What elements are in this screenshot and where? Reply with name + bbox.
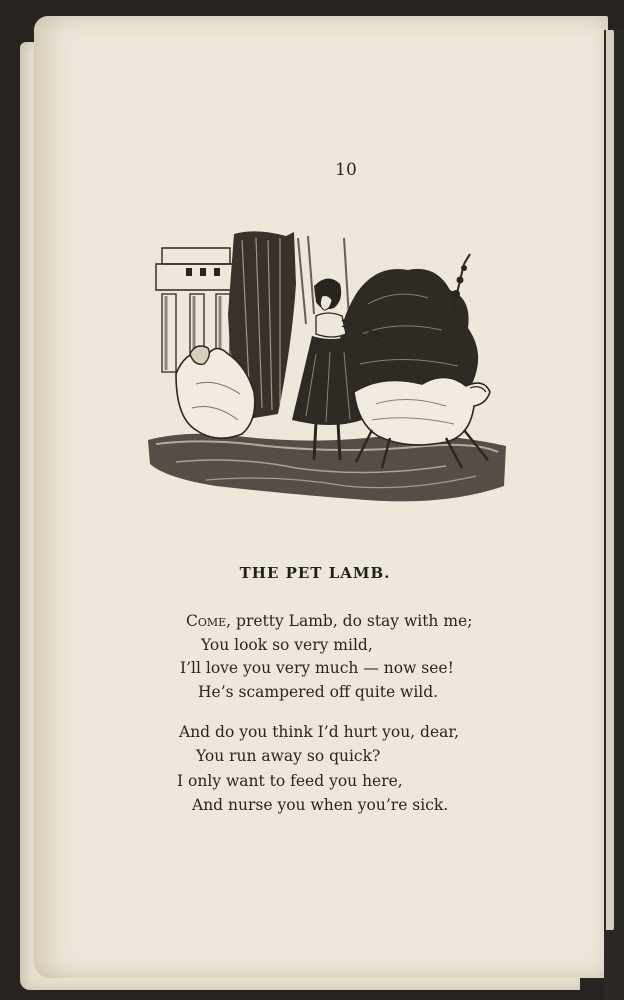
verse-line-1-2: You look so very mild,: [201, 636, 373, 654]
page-number: 10: [335, 160, 357, 180]
verse-line-2-3: I only want to feed you here,: [177, 772, 403, 790]
verse-line-1-1-rest: , pretty Lamb, do stay with me;: [226, 612, 473, 630]
verse-line-1-4: He’s scampered off quite wild.: [198, 683, 439, 701]
verse-line-1-3: I’ll love you very much — now see!: [180, 659, 454, 677]
verse-line-2-1: And do you think I’d hurt you, dear,: [179, 723, 459, 741]
verse-line-1-1-lead: Come: [186, 612, 227, 630]
woodcut-girl-with-lambs-icon: [146, 224, 516, 514]
verse-line-2-2: You run away so quick?: [196, 747, 381, 765]
poem-title: THE PET LAMB.: [239, 564, 391, 582]
verse-line-1-1: [186, 614, 472, 630]
verse-line-2-4: And nurse you when you’re sick.: [192, 796, 449, 814]
